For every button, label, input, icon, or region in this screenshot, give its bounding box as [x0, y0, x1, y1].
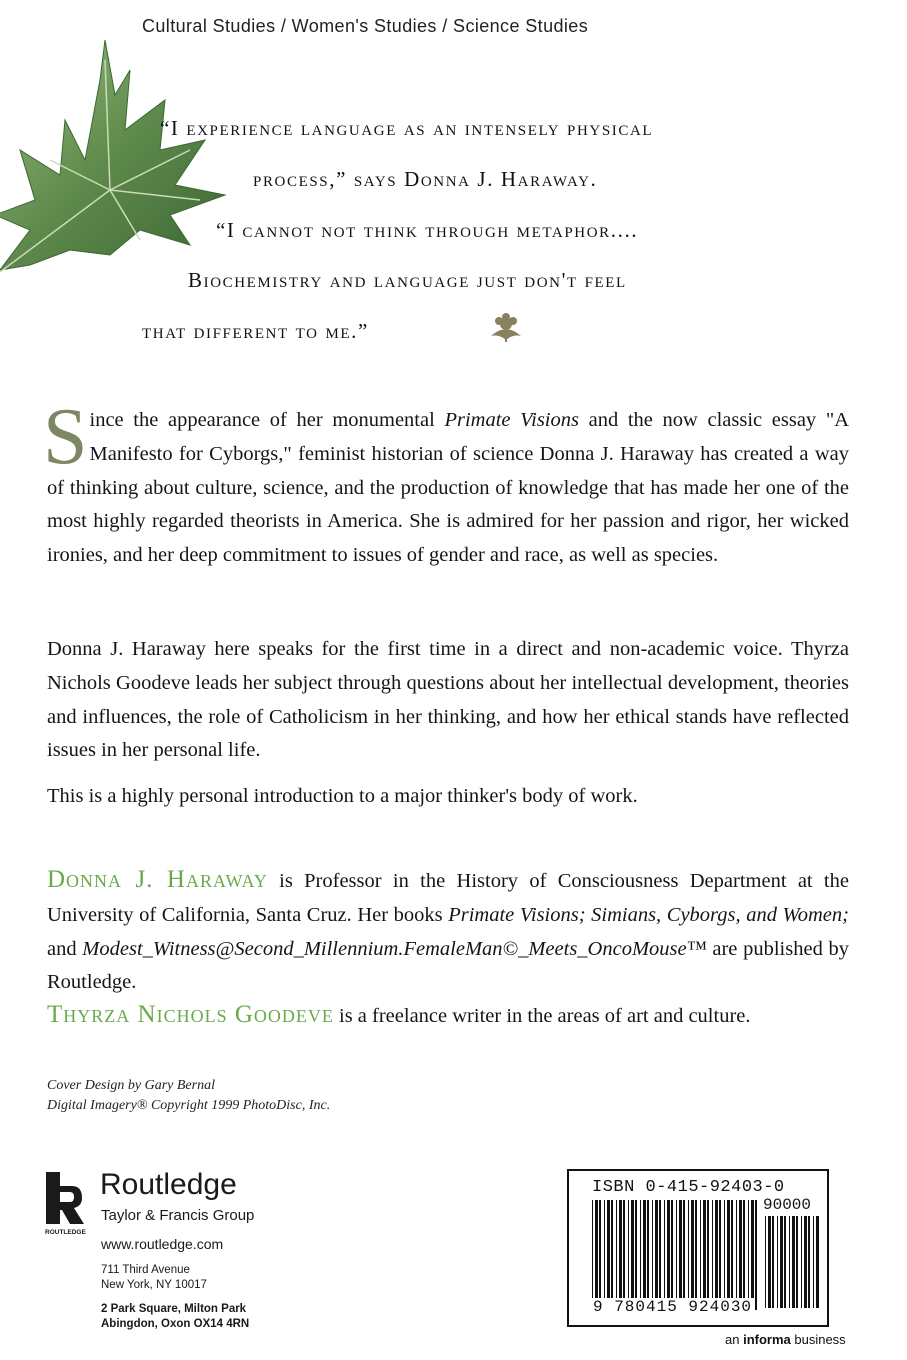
barcode-bar: [816, 1216, 819, 1308]
barcode-bar: [755, 1200, 757, 1310]
barcode-bar: [712, 1200, 713, 1310]
ean-digits: 9 780415 924030: [593, 1298, 753, 1316]
barcode-bar: [676, 1200, 677, 1310]
publisher-group: Taylor & Francis Group: [101, 1207, 255, 1224]
book-title: Primate Visions: [444, 409, 579, 431]
barcode-bar: [691, 1200, 694, 1310]
barcode-bar: [751, 1200, 754, 1310]
barcode-bar: [679, 1200, 682, 1310]
barcode-bar: [640, 1200, 641, 1310]
routledge-logo-icon: [44, 1170, 92, 1236]
barcode-bar: [719, 1200, 721, 1310]
price-barcode-bars: [765, 1216, 821, 1308]
barcode-bar: [611, 1200, 613, 1310]
barcode-bar: [700, 1200, 701, 1310]
barcode-bar: [731, 1200, 733, 1310]
description-paragraph-3: This is a highly personal introduction to a major thinker's body of work.: [47, 785, 638, 807]
barcode-bar: [604, 1200, 605, 1310]
barcode-bar: [703, 1200, 706, 1310]
barcode-bar: [789, 1216, 790, 1308]
barcode-bar: [647, 1200, 649, 1310]
barcode-bar: [736, 1200, 737, 1310]
barcode-bar: [607, 1200, 610, 1310]
isbn-number: ISBN 0-415-92403-0: [592, 1178, 785, 1197]
barcode-bar: [743, 1200, 745, 1310]
barcode-bar: [715, 1200, 718, 1310]
informa-tagline: an informa business: [725, 1332, 846, 1347]
cover-credits: Cover Design by Gary Bernal Digital Imagery® Copyright 1999 PhotoDisc, Inc.: [47, 1078, 331, 1113]
barcode-bar: [801, 1216, 802, 1308]
barcode-bar: [652, 1200, 653, 1310]
publisher-address-us: 711 Third Avenue New York, NY 10017: [101, 1264, 207, 1291]
publisher-name: Routledge: [100, 1168, 237, 1201]
barcode-bar: [664, 1200, 665, 1310]
barcode-bar: [808, 1216, 810, 1308]
barcode-bar: [595, 1200, 598, 1310]
barcode-bar: [768, 1216, 771, 1308]
description-paragraph-2: Donna J. Haraway here speaks for the first time in a direct and non-academic voice. Thyrza Nichols Goodeve leads her subject through questions about her intellectual development, theories and influences, the role of Catholicism in her thinking, and how her ethical stands have reflected issues in her personal life.: [47, 638, 849, 762]
barcode-bar: [671, 1200, 673, 1310]
barcode-bar: [707, 1200, 709, 1310]
barcode-bars: [592, 1200, 762, 1310]
barcode-bar: [813, 1216, 814, 1308]
barcode-bar: [796, 1216, 798, 1308]
publisher-address-uk: 2 Park Square, Milton Park Abingdon, Oxon OX14 4RN: [101, 1303, 250, 1330]
quote-line-4: Biochemistry and language just don't feel: [188, 268, 627, 292]
quote-line-5: that different to me.”: [142, 319, 369, 343]
barcode-bar: [628, 1200, 629, 1310]
barcode-bar: [599, 1200, 601, 1310]
description-paragraph-1: Since the appearance of her monumental Primate Visions and the now classic essay "A Manifesto for Cyborgs," feminist historian of science Donna J. Haraway has created a way of thinking about culture, science, and the production of knowledge that has made her one of the most highly regarded theorists in America. She is admired for her passion and rigor, her wicked ironies, and her deep commitment to issues of gender and race, as well as species.: [43, 393, 849, 567]
svg-text:ROUTLEDGE: ROUTLEDGE: [45, 1229, 86, 1236]
barcode-bar: [631, 1200, 634, 1310]
barcode-bar: [688, 1200, 689, 1310]
maple-leaf-illustration: [0, 0, 240, 290]
interviewer-name: Thyrza Nichols Goodeve: [47, 1001, 334, 1028]
barcode-bar: [780, 1216, 783, 1308]
barcode-bar: [777, 1216, 778, 1308]
barcode-bar: [784, 1216, 786, 1308]
barcode-bar: [616, 1200, 617, 1310]
publisher-url[interactable]: www.routledge.com: [101, 1236, 224, 1252]
barcode-bar: [619, 1200, 622, 1310]
quote-line-2: process,” says Donna J. Haraway.: [253, 167, 598, 191]
barcode-bar: [695, 1200, 697, 1310]
interviewer-bio: Thyrza Nichols Goodeve is a freelance writer in the areas of art and culture.: [47, 1001, 751, 1028]
barcode-bar: [643, 1200, 646, 1310]
price-code: 90000: [763, 1196, 812, 1214]
barcode-bar: [724, 1200, 725, 1310]
barcode-bar: [727, 1200, 730, 1310]
drop-cap: S: [43, 393, 88, 481]
barcode-bar: [667, 1200, 670, 1310]
barcode-bar: [804, 1216, 807, 1308]
barcode-bar: [772, 1216, 774, 1308]
barcode-bar: [765, 1216, 766, 1308]
author-bio: Donna J. Haraway is Professor in the History of Consciousness Department at the University of California, Santa Cruz. Her books Primate Visions; Simians, Cyborgs, and Women; and Modest_Witness@Second_Millennium.FemaleMan©_Meets_OncoMouse™ are published by Routledge.: [47, 866, 849, 994]
barcode-bar: [655, 1200, 658, 1310]
barcode-bar: [592, 1200, 593, 1310]
barcode-bar: [659, 1200, 661, 1310]
barcode-bar: [635, 1200, 637, 1310]
barcode-bar: [748, 1200, 749, 1310]
flower-ornament-icon: [486, 310, 526, 346]
barcode-bar: [739, 1200, 742, 1310]
author-name: Donna J. Haraway: [47, 866, 268, 893]
quote-line-1: “I experience language as an intensely physical: [160, 116, 654, 140]
barcode-bar: [792, 1216, 795, 1308]
barcode-bar: [683, 1200, 685, 1310]
barcode-bar: [623, 1200, 625, 1310]
quote-line-3: “I cannot not think through metaphor....: [216, 218, 639, 242]
subject-categories: Cultural Studies / Women's Studies / Science Studies: [142, 16, 589, 36]
